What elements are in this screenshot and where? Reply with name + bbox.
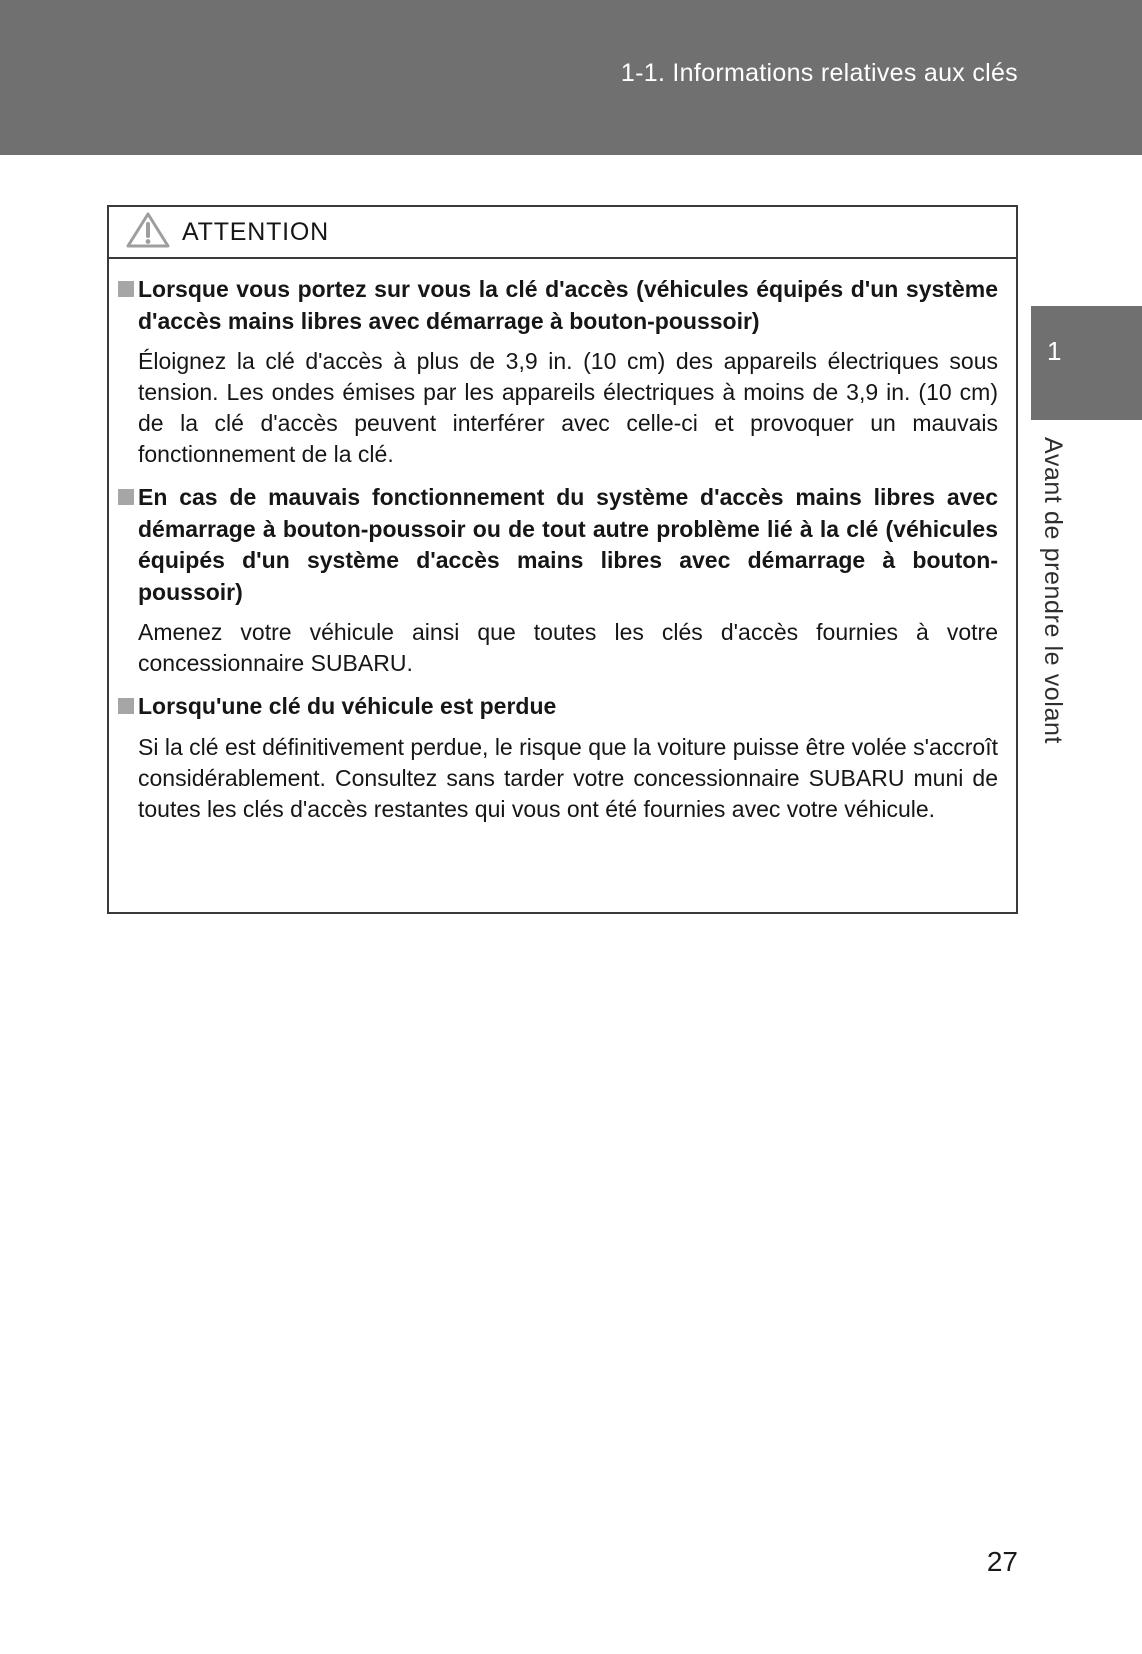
square-bullet-icon [118, 281, 134, 297]
section-heading-text: Lorsque vous portez sur vous la clé d'accès (véhicules équipés d'un système d'accès mains libres avec démarrage à bouton-poussoir) [138, 276, 998, 334]
square-bullet-icon [118, 489, 134, 505]
attention-box-body [109, 259, 1016, 825]
chapter-tab [1031, 306, 1142, 420]
section-heading-text: Lorsqu'une clé du véhicule est perdue [138, 693, 557, 719]
section-heading-text: En cas de mauvais fonctionnement du système d'accès mains libres avec démarrage à bouton-poussoir ou de tout autre problème lié à la clé (véhicules équipés d'un système d'accès mains libres avec démarrage à bouton-poussoir) [138, 484, 998, 605]
attention-box [107, 205, 1018, 914]
page-header-title: 1-1. Informations relatives aux clés [620, 59, 1018, 87]
attention-section-1 [118, 274, 998, 470]
warning-triangle-icon [125, 211, 171, 254]
section-body-text: Si la clé est définitivement perdue, le risque que la voiture puisse être volée s'accroît considérablement. Consultez sans tarder votre concessionnaire SUBARU muni de toutes les clés d'accès restantes qui vous ont été fournies avec votre véhicule. [138, 733, 998, 822]
page-number: 27 [986, 1546, 1018, 1577]
attention-box-header [109, 207, 1016, 259]
section-heading [118, 274, 998, 337]
attention-section-3 [118, 691, 998, 825]
section-body-text: Amenez votre véhicule ainsi que toutes les clés d'accès fournies à votre concessionnaire SUBARU. [138, 619, 998, 676]
attention-title: ATTENTION [182, 217, 330, 246]
page-header-bar [0, 0, 1142, 155]
section-body-text: Éloignez la clé d'accès à plus de 3,9 in. (10 cm) des appareils électriques sous tension. Les ondes émises par les appareils électriques à moins de 3,9 in. (10 cm) de la clé d'accès peuvent interférer avec celle-ci et provoquer un mauvais fonctionnement de la clé. [138, 348, 998, 467]
square-bullet-icon [118, 698, 134, 714]
chapter-title-vertical: Avant de prendre le volant [1039, 437, 1067, 745]
attention-section-2 [118, 482, 998, 679]
chapter-tab-number: 1 [1047, 336, 1062, 366]
section-heading [118, 482, 998, 608]
section-heading [118, 691, 998, 723]
